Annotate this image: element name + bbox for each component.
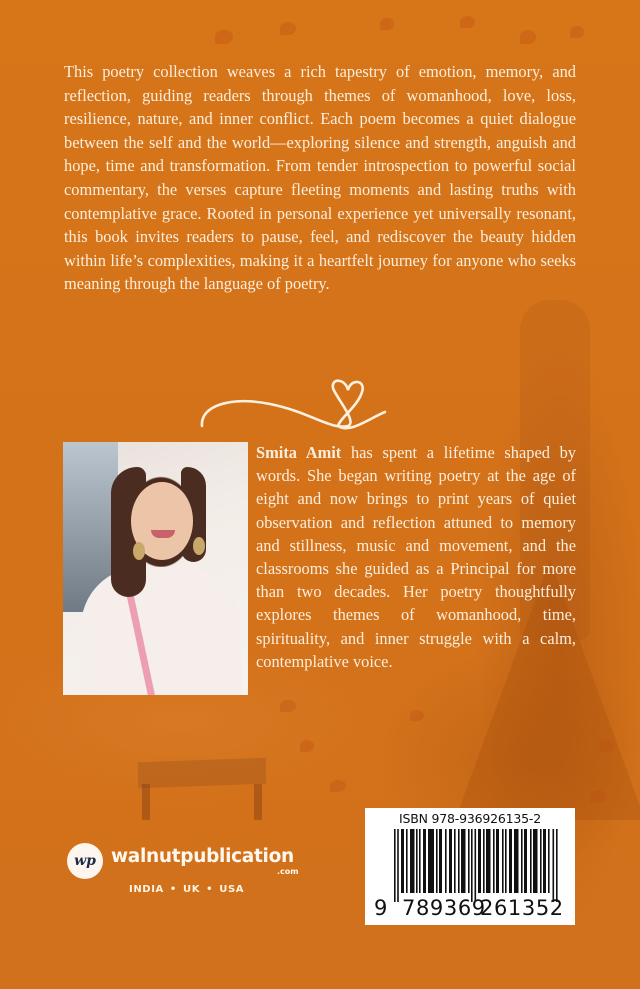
barcode-digit-group-1: 789369 [402, 896, 486, 920]
petal [600, 740, 614, 752]
author-name: Smita Amit [256, 443, 342, 462]
author-bio-text: has spent a lifetime shaped by words. She began writing poetry at the age of eight and now brings to print years of quiet observation and reflection attuned to memory and stillness, music and movement, and the classrooms she guided as a Principal for more than two decades. Her poetry thoughtfully explores themes of womanhood, time, spirituality, and inner struggle with a calm, contemplative voice. [256, 443, 577, 671]
author-bio [256, 441, 576, 673]
barcode-bars-icon [394, 829, 558, 902]
petal [330, 780, 346, 792]
publisher-logo [67, 843, 317, 898]
background-bench [138, 760, 268, 820]
petal [280, 700, 296, 712]
petal [300, 740, 314, 752]
petal [280, 22, 296, 35]
publisher-name: walnutpublication [111, 846, 294, 867]
isbn-barcode [365, 808, 575, 925]
petal [460, 16, 475, 28]
publisher-domain-suffix: .com [277, 867, 299, 876]
petal [590, 790, 606, 803]
publisher-regions: INDIA • UK • USA [129, 884, 245, 895]
book-description: This poetry collection weaves a rich tapestry of emotion, memory, and reflection, guiding readers through themes of womanhood, love, loss, resilience, nature, and inner conflict. Each poem becomes a quiet dialogue between the self and the world—exploring silence and strength, anguish and hope, time and transformation. From tender introspection to powerful social commentary, the verses capture fleeting moments and lasting truths with contemplative grace. Rooted in personal experience yet universally resonant, this book invites readers to pause, feel, and rediscover the beauty hidden within life’s complexities, making it a heartfelt journey for anyone who seeks meaning through the language of poetry. [64, 62, 576, 294]
barcode-digit-group-2: 261352 [480, 896, 564, 920]
barcode-digit-first: 9 [374, 896, 388, 920]
isbn-label: ISBN 978-936926135-2 [399, 811, 541, 826]
publisher-mark-icon: wp [67, 843, 103, 879]
petal [520, 30, 536, 44]
petal [215, 30, 233, 44]
author-photo [63, 442, 248, 695]
petal [570, 26, 584, 38]
heart-swirl-icon [200, 378, 390, 438]
petal [410, 710, 424, 721]
petal [380, 18, 394, 30]
